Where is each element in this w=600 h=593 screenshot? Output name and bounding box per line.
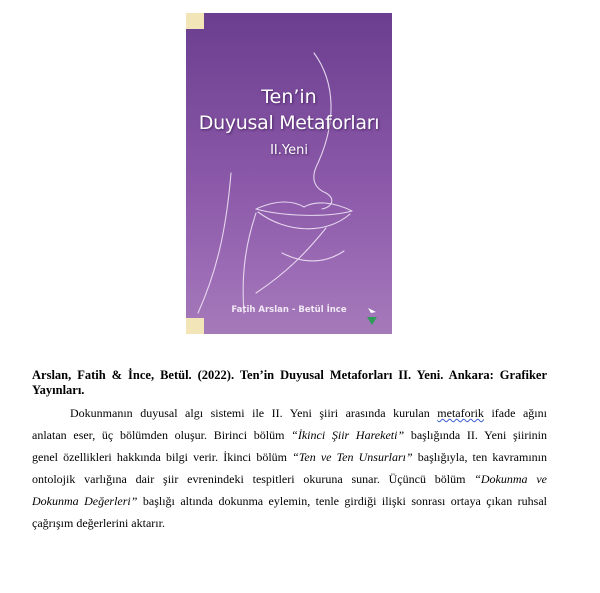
text-segment: başlığıyla, ten kavramının <box>412 450 547 464</box>
text-segment: anlatan eser, üç bölümden oluşur. Birinci bölüm <box>32 428 292 442</box>
italic-title: Dokunma Değerleri” <box>32 494 138 508</box>
cover-subtitle: II.Yeni <box>270 143 308 158</box>
text-segment: Dokunmanın duyusal algı sistemi ile II. Yeni şiiri arasında kurulan <box>70 406 438 420</box>
text-segment: başlığında II. Yeni şiirinin <box>404 428 548 442</box>
book-cover <box>186 13 392 334</box>
paragraph-line <box>32 468 547 490</box>
cover-authors: Fatih Arslan - Betül İnce <box>231 305 347 315</box>
cover-title-line1: Ten’in <box>261 86 317 108</box>
paragraph-line <box>32 490 547 512</box>
text-segment: genel özellikleri hakkında bilgi verir. İkinci bölüm <box>32 450 293 464</box>
italic-title: “İkinci Şiir Hareketi” <box>291 428 405 442</box>
italic-title: “Ten ve Ten Unsurları” <box>292 450 413 464</box>
text-segment: ifade ağını <box>483 406 547 420</box>
spellcheck-word: metaforik <box>437 406 484 420</box>
paragraph-line <box>32 424 547 446</box>
text-segment: çağrışım değerlerini aktarır. <box>32 516 165 530</box>
paragraph-line <box>32 402 547 424</box>
text-segment: başlığı altında dokunma eylemin, tenle girdiği ilişki sonrası ortaya çıkan ruhsal <box>137 494 547 508</box>
paragraph-line <box>32 512 547 534</box>
cover-title-line2: Duyusal Metaforları <box>198 112 380 134</box>
cover-corner-top <box>186 13 204 29</box>
text-segment: ontolojik varlığına dair şiir evrenindeki tespitleri okuruna sunar. Üçüncü bölüm <box>32 472 475 486</box>
citation: Arslan, Fatih & İnce, Betül. (2022). Ten’in Duyusal Metaforları II. Yeni. Ankara: Grafiker Yayınları. <box>32 368 547 397</box>
paragraph-line <box>32 446 547 468</box>
publisher-logo-icon <box>366 306 378 326</box>
summary-paragraph <box>32 402 547 534</box>
italic-title: “Dokunma ve <box>474 472 547 486</box>
cover-corner-bottom <box>186 318 204 334</box>
face-line-art <box>186 13 392 334</box>
